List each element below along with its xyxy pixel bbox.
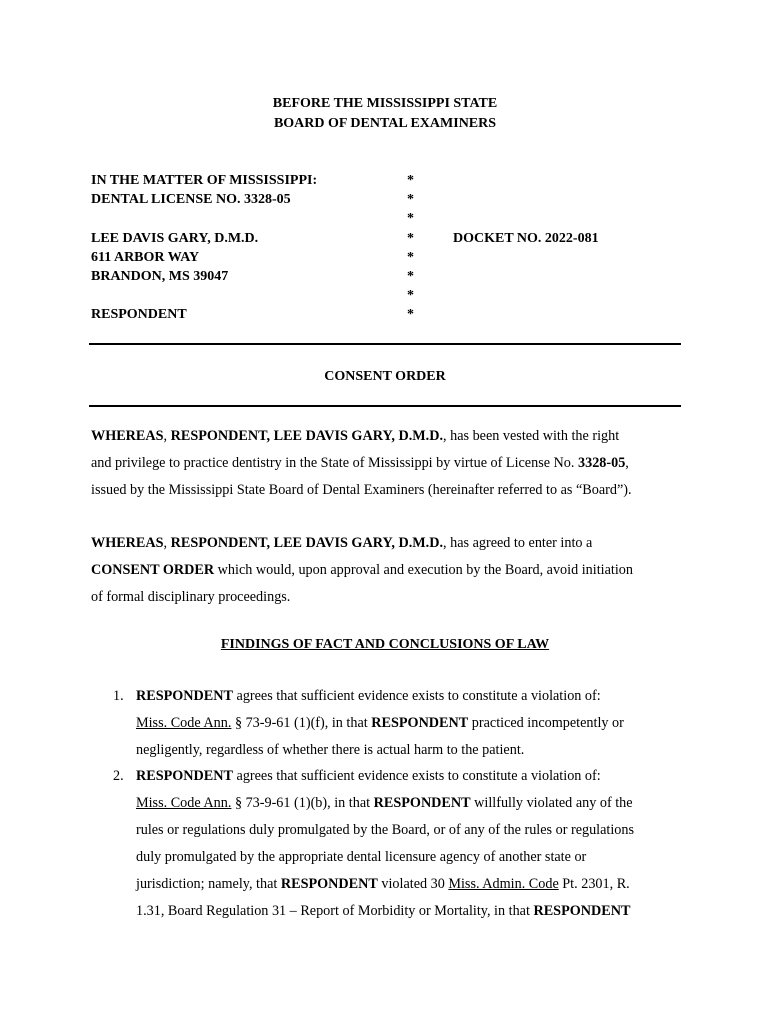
- respondent-address-1: 611 ARBOR WAY: [91, 250, 200, 265]
- item2-line-1: RESPONDENT agrees that sufficient evidence exists to constitute a violation of:: [136, 768, 601, 784]
- item-number: 1.: [113, 688, 124, 704]
- para1-line-1: WHEREAS, RESPONDENT, LEE DAVIS GARY, D.M.D., has been vested with the right: [91, 428, 620, 444]
- findings-heading: FINDINGS OF FACT AND CONCLUSIONS OF LAW: [220, 637, 550, 652]
- item-number: 2.: [113, 768, 124, 784]
- para2-line-2: CONSENT ORDER which would, upon approval and execution by the Board, avoid initiation: [91, 562, 633, 578]
- respondent-name-bold: RESPONDENT, LEE DAVIS GARY, D.M.D.: [170, 535, 444, 551]
- item1-line-2: Miss. Code Ann. § 73-9-61 (1)(f), in that RESPONDENT practiced incompetently or: [136, 715, 624, 731]
- caption-star: *: [407, 173, 414, 188]
- header-line-2: BOARD OF DENTAL EXAMINERS: [273, 116, 497, 131]
- matter-line-2: DENTAL LICENSE NO. 3328-05: [91, 192, 291, 207]
- para1-line-3: issued by the Mississippi State Board of Dental Examiners (hereinafter referred to as “Board”).: [91, 482, 632, 498]
- admin-code-citation: Miss. Admin. Code: [448, 876, 559, 892]
- divider-bottom: [89, 405, 681, 407]
- divider-top: [89, 343, 681, 345]
- item2-line-2: Miss. Code Ann. § 73-9-61 (1)(b), in that RESPONDENT willfully violated any of the: [136, 795, 633, 811]
- item1-line-3: negligently, regardless of whether there is actual harm to the patient.: [136, 742, 525, 758]
- header-line-1: BEFORE THE MISSISSIPPI STATE: [272, 96, 498, 111]
- caption-star: *: [407, 269, 414, 284]
- item1-line-1: RESPONDENT agrees that sufficient evidence exists to constitute a violation of:: [136, 688, 601, 704]
- caption-star: *: [407, 307, 414, 322]
- respondent-name-bold: RESPONDENT, LEE DAVIS GARY, D.M.D.: [170, 428, 444, 444]
- caption-star: *: [407, 192, 414, 207]
- respondent-label: RESPONDENT: [91, 307, 187, 322]
- matter-line-1: IN THE MATTER OF MISSISSIPPI:: [91, 173, 318, 188]
- document-title: CONSENT ORDER: [324, 369, 446, 384]
- item2-line-3: rules or regulations duly promulgated by the Board, or of any of the rules or regulations: [136, 822, 635, 838]
- docket-number: DOCKET NO. 2022-081: [453, 231, 599, 246]
- caption-star: *: [407, 211, 414, 226]
- whereas-1: WHEREAS: [91, 428, 164, 444]
- statute-citation: Miss. Code Ann.: [136, 795, 232, 811]
- consent-order-bold: CONSENT ORDER: [91, 562, 215, 578]
- license-number: 3328-05: [578, 455, 626, 471]
- respondent-name: LEE DAVIS GARY, D.M.D.: [91, 231, 259, 246]
- item2-line-5: jurisdiction; namely, that RESPONDENT violated 30 Miss. Admin. Code Pt. 2301, R.: [136, 876, 630, 892]
- para1-line-2: and privilege to practice dentistry in the State of Mississippi by virtue of License No. 3328-05,: [91, 455, 629, 471]
- caption-star: *: [407, 288, 414, 303]
- respondent-address-2: BRANDON, MS 39047: [91, 269, 229, 284]
- item2-line-6: 1.31, Board Regulation 31 – Report of Morbidity or Mortality, in that RESPONDENT: [136, 903, 631, 919]
- para2-line-3: of formal disciplinary proceedings.: [91, 589, 291, 605]
- statute-citation: Miss. Code Ann.: [136, 715, 232, 731]
- item2-line-4: duly promulgated by the appropriate dental licensure agency of another state or: [136, 849, 587, 865]
- whereas-2: WHEREAS: [91, 535, 164, 551]
- para2-line-1: WHEREAS, RESPONDENT, LEE DAVIS GARY, D.M.D., has agreed to enter into a: [91, 535, 593, 551]
- caption-star: *: [407, 250, 414, 265]
- caption-star: *: [407, 231, 414, 246]
